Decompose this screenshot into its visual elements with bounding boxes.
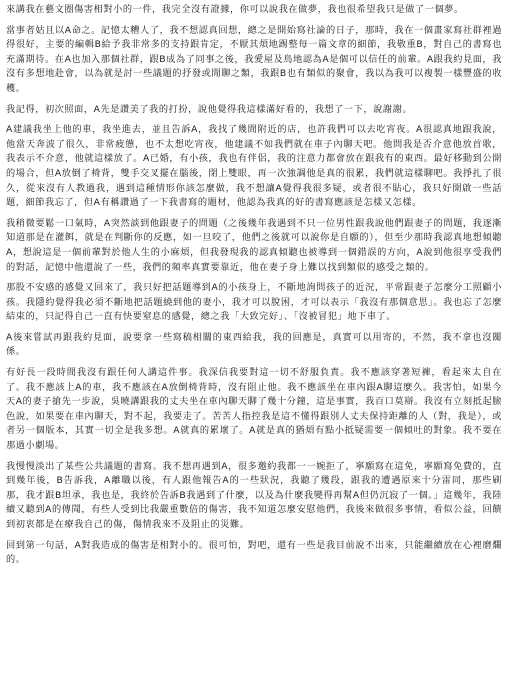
- paragraph-2: 當事者姑且以A命之。記憶太糟人了，我不想認真回想，總之是開始寫社論的日子，那時，我在一個畫家寫社群裡過得很好，主要的編輯B給予我非常多的支持跟肯定，不厭其煩地踢整每一篇文章的細節，我敬重B，對自己的書寫也充滿期待。在A也加入那個社群，跟B成為了同事之後，我愛屋及鳥地認為A是個可以信任的前輩。A跟我約見面，我沒有多想地赴會，以為就是討一些議題的抒發或閒聊之類，我跟B也有類似的聚會，我以為我可以複製一樣豐盛的收穫。: [6, 24, 502, 94]
- paragraph-8: 有好長一段時間我沒有跟任何人講這件事。我深信我要對這一切不舒服負責。我不應該穿著短褲，看起來太自在了。我不應該上A的車，我不應該在A放倒椅背時，沒有阻止他。我不應該坐在車內跟A聊這麼久。我害怕，如果今天A的妻子搶先一步說，吳曉講跟我的丈夫坐在車內聊天聊了幾十分鐘，這是事實，我百口莫辯。我沒有立刻抵起臉色說，如果要在車內聊天，對不起，我要走了。苦苦人指控我是這不懂得跟別人丈夫保持距離的人（對，我是），或者另一個版本，其實一切全是我多想。A就真的累壞了。A就是真的猶煩有點小抵疑需要一個傾吐的對象。我不要在那過小劇場。: [6, 367, 502, 452]
- paragraph-3: 我記得，初次照面，A先是讚美了我的打扮，說他覺得我這樣滿好看的，我想了一下，說謝謝。: [6, 103, 413, 115]
- paragraph-6: 那股不安感的感覺又回來了，我只好把話題導到A的小孩身上，不斷地詢問孩子的近況，平常跟妻子怎麼分工照顧小孩。我隱約覺得我必須不斷地把話題繞到他的妻小，我才可以脫困，才可以表示「我沒有那個意思」。我也忘了怎麼結束的，只記得自己一直有快要窒息的感覺，總之我「大致完好」、「沒被冒犯」地下車了。: [6, 282, 502, 323]
- paragraph-7: A後來嘗試再跟我約見面，說要拿一些寫稿相關的東西給我，我的回應是，真實可以用寄的，不然，我不拿也沒關係。: [6, 331, 502, 358]
- paragraph-1: 來講我在藝文圈傷害相對小的一件，我完全沒有證據，你可以說我在做夢，我也很希望我只是做了一個夢。: [6, 4, 464, 15]
- paragraph-5: 我稍微要鬆一口氣時，A突然談到他跟妻子的問題（之後幾年我遇到不只一位男性跟我說他們跟妻子的問題，我逐漸知道那是在灌餌，就是在判斷你的反應，如一旦咬了，他們之後就可以說你是自願的），但至少那時我認真地想傾聽A，想說這是一個前輩對於他人生的小麻煩，但我發現我的認真傾聽也被導到一個錯誤的方向，A說到他很享受我們的對話，記憶中他還說了一些，我們的頻率真實要靠近，他在妻子身上難以找到類似的感受之類的。: [6, 217, 502, 273]
- paragraph-9: 我慢慢淡出了某些公共議題的書寫。我不想再遇到A，很多邀約我都一一婉拒了，寧願寫在這免，寧願寫免費的，直到幾年後，B告訴我，A離職以後，有人跟他報告A的一些狀況，我聽了幾段，跟我的遭遇原來十分雷同，那些刷那，我才跟B坦承，我也是，我終於告訴B我遇到了什麼，以及為什麼我變得再幫A但仍沉寂了一個。」這幾年，我陸續又聽到A的傳聞，有些人受到比我嚴重數倍的傷害，我不知道怎麼安慰他們，我後來做很多事情，看似公益，回饋到初衷都是在療我自己的傷，傷情我來不及阻止的災難。: [6, 460, 502, 530]
- paragraph-10: 回到第一句話，A對我造成的傷害是相對小的。很可怕，對吧，還有一些是我目前說不出來，只能繼續放在心裡磨爛的。: [6, 539, 502, 566]
- paragraph-4: A建議我坐上他的車，我坐進去，並且告訴A，我找了幾間附近的店，也許我們可以去吃宵夜。A很認真地跟我說，他當天奔波了很久，非常疲憊，也不太想吃宵夜，他建議不如我們就在車子內聊天吧。他問我是否介意他放首歌，我表示不介意，他就這樣放了。A已婚，有小孩，我也有伴侶，我的注意力都會放在跟我有的東西。最好移動到公開的場合，但A放倒了椅背，雙手交叉擺在腦後，閉上雙眼，再一次強調他是真的很累，我們就這樣聊吧。我掙扎了很久，從來沒有人教過我，遇到這種情形你該怎麼做，我不想讓A覺得我很多疑，或者很不貼心，我只好開啟一些話題，細節我忘了，但A有稱讚過了一下我書寫的題材，他認為我真的好的書寫應該是怎樣又怎樣。: [6, 124, 502, 209]
